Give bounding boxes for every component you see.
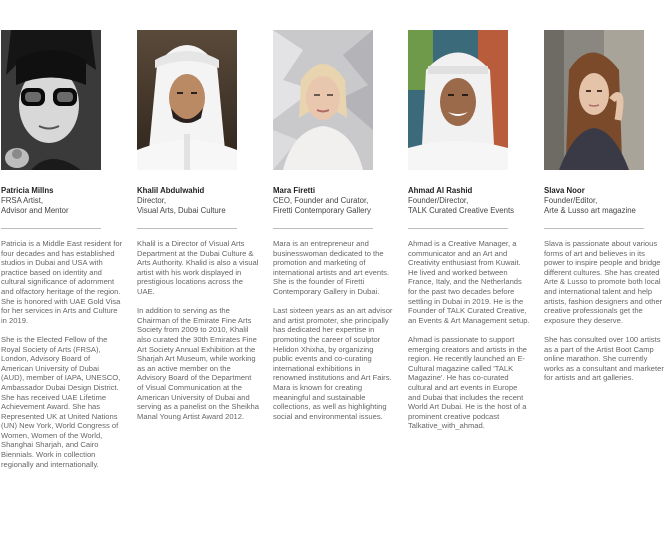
portrait-image (1, 30, 101, 170)
portrait-image (544, 30, 644, 170)
person-bio (1, 239, 123, 469)
person-bio (137, 239, 259, 421)
bio-paragraph: Slava is passionate about various forms of art and believes in its power to inspire people and bridge different cultures. She has created Arte & Lusso to promote both local and international talent and help artists, fashion designers and other creative professionals get the exposure they deserve. (544, 239, 663, 325)
portrait-photo (408, 30, 508, 170)
portrait-image (273, 30, 373, 170)
bio-paragraph: Mara is an entrepreneur and businesswoman dedicated to the promotion and marketing of international artists and art events. She is the founder of Firetti Contemporary Gallery in Dubai. (273, 239, 390, 296)
role-line: Firetti Contemporary Gallery (273, 206, 371, 215)
portrait-photo (137, 30, 237, 170)
divider (408, 228, 508, 229)
role-line: CEO, Founder and Curator, (273, 196, 369, 205)
role-line: FRSA Artist, (1, 196, 44, 205)
profile-card-ahmad-al-rashid (408, 30, 530, 440)
bio-paragraph: She is the Elected Fellow of the Royal Society of Arts (FRSA), London, Advisory Board of American University of Dubai (AUD), member of IAPA, UNESCO, Ambassador Dubai Design District. She has received UAE Lifetime Achievement Award. She has Represented UK at United Nations (UN) New York, World Congress of Women, Women of the World, Shanghai Sharjah, and Cairo Biennials. Work in collection regionally and internationally. (1, 334, 121, 469)
portrait-image (408, 30, 508, 170)
person-role (1, 196, 123, 216)
role-line: Founder/Editor, (544, 196, 598, 205)
bio-paragraph: She has consulted over 100 artists as a part of the Artist Boot Camp online marathon. She currently works as a consultant and marketer for artists and art galleries. (544, 334, 664, 383)
portrait-photo (273, 30, 373, 170)
profile-card-khalil-abdulwahid (137, 30, 259, 431)
divider (137, 228, 237, 229)
person-bio (544, 239, 666, 383)
divider (273, 228, 373, 229)
person-name: Ahmad Al Rashid (408, 186, 473, 195)
profile-card-slava-noor (544, 30, 666, 393)
role-line: Director, (137, 196, 167, 205)
person-role (544, 196, 666, 216)
person-role (408, 196, 530, 216)
bio-paragraph: Ahmad is passionate to support emerging creators and artists in the region. He recently launched an E-Cultural magazine called 'TALK Magazine'. He has co-curated cultural and art events in Europe and Dubai that includes the recent World Art Dubai. He is the host of a prominent creative podcast Talkative_with_ahmad. (408, 334, 528, 431)
person-role (137, 196, 259, 216)
profile-card-mara-firetti (273, 30, 395, 431)
person-name: Khalil Abdulwahid (137, 186, 205, 195)
role-line: Visual Arts, Dubai Culture (137, 206, 226, 215)
person-role (273, 196, 395, 216)
person-name: Patricia Millns (1, 186, 54, 195)
role-line: TALK Curated Creative Events (408, 206, 515, 215)
divider (544, 228, 644, 229)
role-line: Founder/Director, (408, 196, 469, 205)
person-bio (408, 239, 530, 431)
bio-paragraph: Last sixteen years as an art advisor and artist promoter, she principally has dedicated her expertise in promoting the career of sculptor Helidon Xhixha, by organizing public events and co-curating international exhibitions in renowned institutions and Art Fairs. Mara is known for creating meaningful and sustainable collections, as well as highlighting social and environmental issues. (273, 306, 393, 421)
bio-paragraph: In addition to serving as the Chairman of the Emirate Fine Arts Society from 2009 to 2010, Khalil also curated the 30th Emirates Fine Art Society Annual Exhibition at the Sharjah Art Museum, while working as an active member on the Advisory Board of the Department of Visual Communication at the American University of Dubai and serving as a panelist on the Sheikha Manal Young Artist Award 2012. (137, 306, 260, 421)
divider (1, 228, 101, 229)
role-line: Arte & Lusso art magazine (544, 206, 636, 215)
portrait-image (137, 30, 237, 170)
bio-paragraph: Patricia is a Middle East resident for four decades and has established studios in Dubai and USA with practice based on identity and cultural significance of adornment and olfactory heritage of the region. She is honored with UAE Gold Visa for her services in Arts and Culture in 2019. (1, 239, 123, 325)
person-bio (273, 239, 395, 421)
portrait-photo (1, 30, 101, 170)
bio-paragraph: Khalil is a Director of Visual Arts Department at the Dubai Culture & Arts Authority. Khalid is also a visual artist with his work displayed in prestigious locations across the UAE. (137, 239, 259, 296)
profile-card-patricia-millns (1, 30, 123, 479)
bio-paragraph: Ahmad is a Creative Manager, a communicator and an Art and Creativity enthusiast from Kuwait. He lived and worked between France, Italy, and the Netherlands for the past two decades before settling in Dubai in 2019. He is the Founder of TALK Curated Creative, an Events & Art Management setup. (408, 239, 530, 325)
portrait-photo (544, 30, 644, 170)
person-name: Mara Firetti (273, 186, 316, 195)
person-name: Slava Noor (544, 186, 585, 195)
role-line: Advisor and Mentor (1, 206, 69, 215)
